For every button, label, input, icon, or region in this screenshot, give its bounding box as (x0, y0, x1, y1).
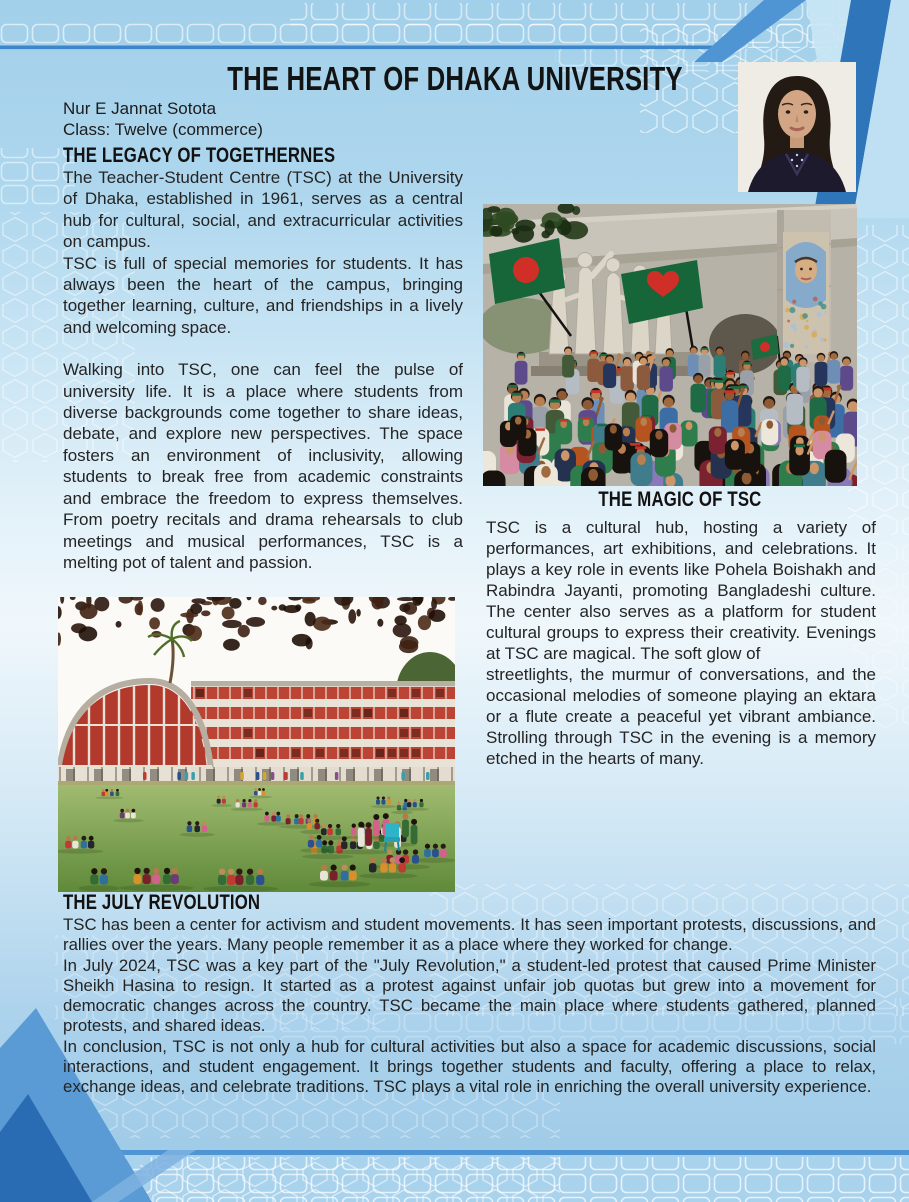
top-accent-line (0, 46, 713, 50)
legacy-paragraph-1: The Teacher-Student Centre (TSC) at the University of Dhaka, established in 1961, serves as a central hub for cultural, social, and extracurricular activities on campus. (63, 168, 463, 252)
july-paragraph-3: In conclusion, TSC is not only a hub for cultural activities but also a space for academic discussions, social interactions, and student engagement. It brings together students and faculty, offering a place to relax, exchange ideas, and celebrate traditions. TSC plays a vital role in enriching the overall university experience. (63, 1036, 876, 1097)
magic-text-column (486, 517, 876, 769)
campus-photo (58, 597, 455, 892)
bottom-accent-line (96, 1150, 909, 1155)
magic-paragraph-1: TSC is a cultural hub, hosting a variety of performances, art exhibitions, and celebrations. It plays a key role in events like Pohela Boishakh and Rabindra Jayanti, promoting Bangladeshi culture. The center also serves as a platform for student cultural groups to express their creativity. Evenings at TSC are magical. The soft glow of (486, 518, 876, 663)
july-text-block (63, 915, 876, 1098)
july-paragraph-1: TSC has been a center for activism and student movements. It has seen important protests, discussions, and rallies over the years. Many people remember it as a place where they worked for change. (63, 915, 876, 955)
section-heading-july: THE JULY REVOLUTION (63, 891, 261, 914)
legacy-text-column (63, 167, 463, 573)
legacy-paragraph-2: TSC is full of special memories for students. It has always been the heart of the campus, bringing together learning, culture, and friendships in a lively and welcoming space. (63, 253, 463, 337)
section-heading-legacy: THE LEGACY OF TOGETHERNES (63, 144, 336, 167)
campus-illustration (58, 597, 455, 892)
legacy-paragraph-3: Walking into TSC, one can feel the pulse of university life. It is a place where students from diverse backgrounds come together to share ideas, debate, and explore new perspectives. The space fosters an environment of inclusivity, allowing students to break free from academic constraints and embrace the freedom to express themselves. From poetry recitals and drama rehearsals to club meetings and musical performances, TSC is a melting pot of talent and passion. (63, 360, 463, 572)
protest-photo (483, 204, 857, 486)
author-class: Class: Twelve (commerce) (63, 120, 263, 139)
author-name: Nur E Jannat Sotota (63, 99, 217, 118)
page-title: THE HEART OF DHAKA UNIVERSITY (226, 60, 683, 97)
july-paragraph-2: In July 2024, TSC was a key part of the "July Revolution," a student-led protest that caused Prime Minister Sheikh Hasina to resign. It started as a protest against unfair job quotas but grew into a movement for democratic changes across the country. TSC became the main place where students gathered, planned protests, and shared ideas. (63, 955, 876, 1036)
tsc-main-building (191, 681, 455, 781)
protest-illustration (483, 204, 857, 486)
sheikh-hasina-mural (783, 232, 829, 354)
magic-paragraph-2: streetlights, the murmur of conversations, and the occasional melodies of someone playing an ektara or a flute create a peaceful yet vibrant ambiance. Strolling through TSC in the evening is a memory etched in the hearts of many. (486, 665, 876, 768)
section-heading-magic: THE MAGIC OF TSC (598, 488, 762, 511)
